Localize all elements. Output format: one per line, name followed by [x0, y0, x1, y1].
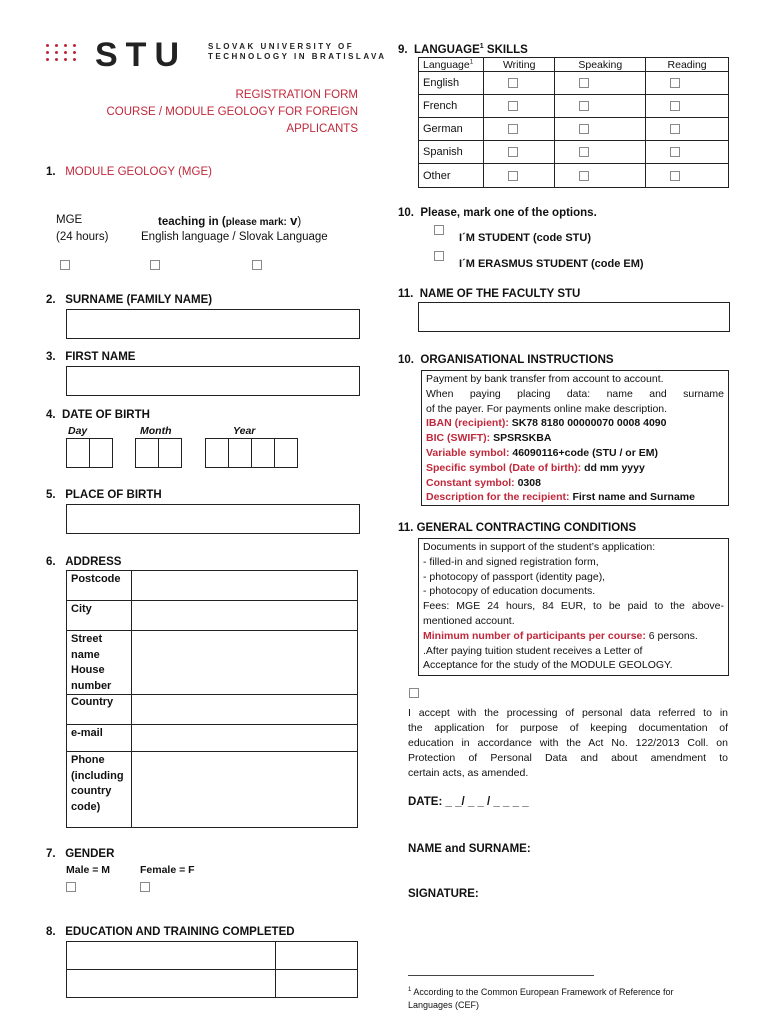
consent-text: I accept with the processing of personal data referred to in the application for purpose of keeping documentation of education in accordance with the Act No. 122/2013 Coll. on Protection of Personal Data and about amendment to certain acts, as amended. — [408, 707, 728, 779]
reading-checkbox[interactable] — [670, 101, 680, 111]
footnote-divider — [408, 975, 594, 976]
section-9-heading: 9. LANGUAGE$^1$ SKILLS — [398, 43, 528, 56]
section-11-faculty-heading: 11. NAME OF THE FACULTY STU — [398, 288, 581, 300]
section-2-heading: 2. SURNAME (FAMILY NAME) — [46, 294, 213, 306]
erasmus-option-label: I´M ERASMUS STUDENT (code EM) — [459, 258, 644, 270]
language-column-header: Language$^1$ — [419, 58, 484, 72]
day-input[interactable] — [66, 438, 113, 468]
language-row-label: French — [419, 95, 484, 118]
writing-checkbox[interactable] — [508, 101, 518, 111]
education-cell[interactable] — [67, 970, 276, 998]
student-option-label: I´M STUDENT (code STU) — [459, 232, 591, 244]
first-name-input[interactable] — [66, 366, 360, 396]
city-input[interactable] — [132, 601, 358, 631]
reading-checkbox[interactable] — [670, 124, 680, 134]
month-input[interactable] — [135, 438, 182, 468]
place-of-birth-input[interactable] — [66, 504, 360, 534]
language-row-label: Spanish — [419, 141, 484, 164]
date-field[interactable]: DATE: _ _/ _ _ / _ _ _ _ — [408, 796, 529, 808]
male-checkbox[interactable] — [66, 882, 76, 892]
erasmus-checkbox[interactable] — [434, 251, 444, 261]
year-input[interactable] — [205, 438, 298, 468]
education-table — [66, 941, 358, 998]
phone-input[interactable] — [132, 752, 358, 828]
teaching-in-label: teaching in (please mark: v) — [158, 213, 302, 228]
street-input[interactable] — [132, 631, 358, 695]
education-cell[interactable] — [67, 942, 276, 970]
email-input[interactable] — [132, 725, 358, 752]
female-label: Female = F — [140, 864, 195, 876]
section-8-heading: 8. EDUCATION AND TRAINING COMPLETED — [46, 926, 295, 938]
city-label: City — [67, 601, 132, 631]
reading-checkbox[interactable] — [670, 147, 680, 157]
form-title: REGISTRATION FORM COURSE / MODULE GEOLOGY FOR FOREIGN APPLICANTS — [106, 89, 358, 135]
contracting-conditions: Documents in support of the student’s application: - filled-in and signed registration form, - photocopy of passport (identity page), - photocopy of education documents. Fees: MGE 24 hours, 84 EUR, to be paid to the above- mentioned account. Minimum number of participants per course: 6 persons. .After paying tuition student receives a Letter of Acceptance for the study of the MODULE GEOLOGY. — [418, 538, 729, 676]
phone-label: Phone (including country code) — [67, 752, 132, 828]
writing-checkbox[interactable] — [508, 124, 518, 134]
module-label: MGE — [56, 214, 83, 226]
section-7-heading: 7. GENDER — [46, 848, 115, 860]
postcode-label: Postcode — [67, 571, 132, 601]
slovak-checkbox[interactable] — [252, 260, 262, 270]
section-4-heading: 4. DATE OF BIRTH — [46, 409, 150, 421]
section-6-heading: 6. ADDRESS — [46, 556, 122, 568]
writing-checkbox[interactable] — [508, 147, 518, 157]
consent-checkbox[interactable] — [409, 688, 419, 698]
female-checkbox[interactable] — [140, 882, 150, 892]
year-label: Year — [233, 425, 256, 437]
organisational-instructions: Payment by bank transfer from account to account. When paying placing data: name and surname of the payer. For payments online make description. IBAN (recipient): SK78 8180 00000070 0008 4090 BIC (SWIFT): SPSRSKBA Variable symbol: 46090116+code (STU / or EM) Specific symbol (Date of birth): dd mm yyyy Constant symbol: 0308 Description for the recipient: First name and Surname — [421, 370, 729, 506]
section-5-heading: 5. PLACE OF BIRTH — [46, 489, 162, 501]
email-label: e-mail — [67, 725, 132, 752]
speaking-column-header: Speaking — [555, 58, 646, 72]
logo-text: STU — [95, 36, 187, 74]
language-row-label: Other — [419, 164, 484, 188]
speaking-checkbox[interactable] — [579, 101, 589, 111]
postcode-input[interactable] — [132, 571, 358, 601]
name-surname-field[interactable]: NAME and SURNAME: — [408, 843, 531, 855]
student-checkbox[interactable] — [434, 225, 444, 235]
surname-input[interactable] — [66, 309, 360, 339]
country-label: Country — [67, 695, 132, 725]
writing-checkbox[interactable] — [508, 171, 518, 181]
language-skills-table — [418, 57, 729, 188]
writing-column-header: Writing — [484, 58, 555, 72]
section-3-heading: 3. FIRST NAME — [46, 351, 136, 363]
teaching-languages: English language / Slovak Language — [141, 231, 328, 243]
section-11-conditions-heading: 11. GENERAL CONTRACTING CONDITIONS — [398, 522, 637, 534]
speaking-checkbox[interactable] — [579, 124, 589, 134]
language-row-label: German — [419, 118, 484, 141]
section-10-options-heading: 10. Please, mark one of the options. — [398, 207, 597, 219]
month-label: Month — [140, 425, 172, 437]
writing-checkbox[interactable] — [508, 78, 518, 88]
module-checkbox[interactable] — [60, 260, 70, 270]
logo-dots — [46, 44, 78, 61]
speaking-checkbox[interactable] — [579, 171, 589, 181]
education-cell[interactable] — [276, 942, 358, 970]
education-cell[interactable] — [276, 970, 358, 998]
male-label: Male = M — [66, 864, 111, 876]
university-name: SLOVAK UNIVERSITY OF TECHNOLOGY IN BRATISLAVA — [208, 42, 387, 61]
module-hours: (24 hours) — [56, 231, 109, 243]
country-input[interactable] — [132, 695, 358, 725]
day-label: Day — [68, 425, 88, 437]
speaking-checkbox[interactable] — [579, 147, 589, 157]
reading-checkbox[interactable] — [670, 78, 680, 88]
footnote: $^1$ According to the Common European Framework of Reference for Languages (CEF) — [408, 987, 674, 1010]
street-house-label: Street name House number — [67, 631, 132, 695]
address-table — [66, 570, 358, 828]
section-1-heading: 1. MODULE GEOLOGY (MGE) — [46, 166, 212, 178]
speaking-checkbox[interactable] — [579, 78, 589, 88]
faculty-input[interactable] — [418, 302, 730, 332]
section-10-instructions-heading: 10. ORGANISATIONAL INSTRUCTIONS — [398, 354, 614, 366]
language-row-label: English — [419, 72, 484, 95]
english-checkbox[interactable] — [150, 260, 160, 270]
reading-column-header: Reading — [646, 58, 729, 72]
reading-checkbox[interactable] — [670, 171, 680, 181]
signature-field[interactable]: SIGNATURE: — [408, 888, 479, 900]
